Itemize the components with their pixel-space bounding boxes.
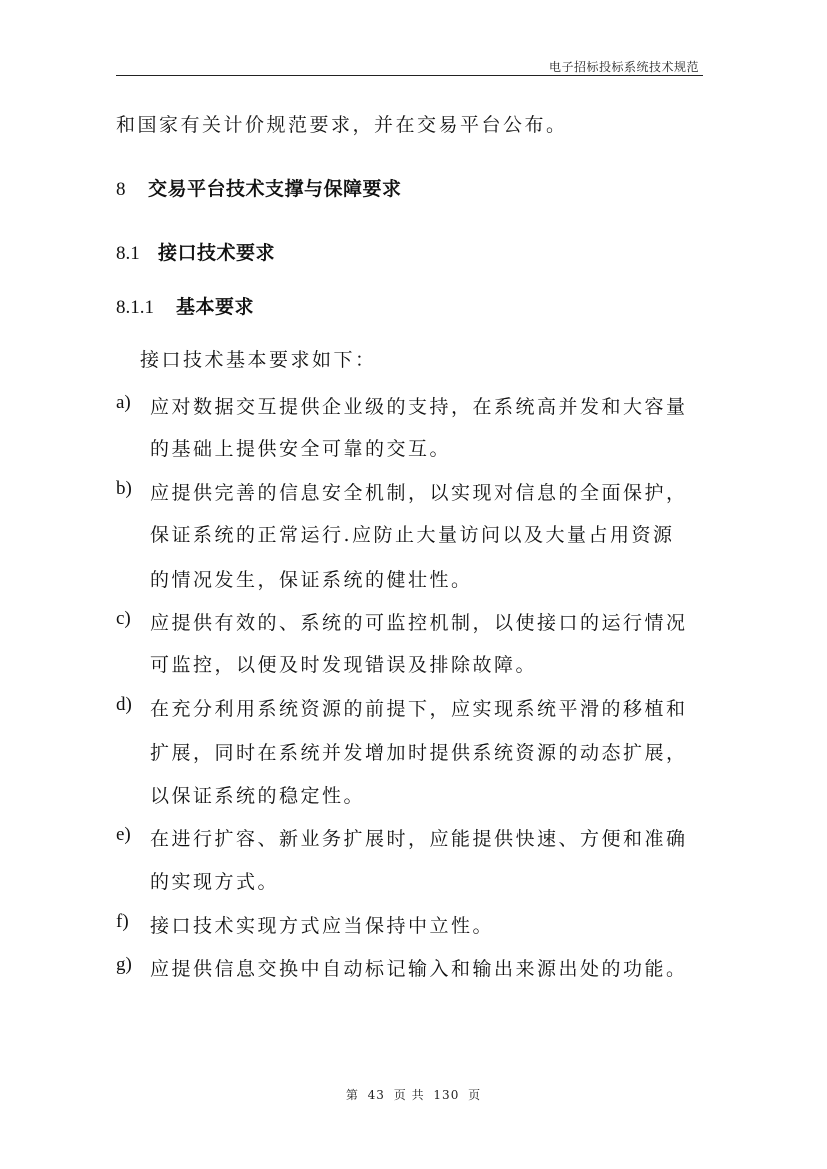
section-heading-8-1	[116, 238, 275, 265]
footer-page-number: 43	[367, 1088, 385, 1102]
item-line: 的基础上提供安全可靠的交互。	[150, 438, 452, 460]
lead-paragraph: 接口技术基本要求如下：	[140, 349, 377, 371]
footer-prefix: 第	[345, 1088, 359, 1102]
section-title: 基本要求	[176, 296, 255, 318]
item-line: 在进行扩容、新业务扩展时，应能提供快速、方便和准确	[150, 828, 688, 850]
item-label: e)	[116, 824, 131, 845]
intro-line: 和国家有关计价规范要求，并在交易平台公布。	[116, 114, 568, 136]
item-line: 应提供信息交换中自动标记输入和输出来源出处的功能。	[150, 958, 688, 980]
item-line: 接口技术实现方式应当保持中立性。	[150, 915, 495, 937]
item-label: d)	[116, 694, 132, 715]
item-label: b)	[116, 478, 132, 499]
footer-mid: 页 共	[393, 1088, 425, 1102]
page-footer	[0, 1086, 827, 1103]
section-heading-8-1-1	[116, 292, 254, 319]
item-line: 应对数据交互提供企业级的支持，在系统高并发和大容量	[150, 396, 688, 418]
item-line: 应提供完善的信息安全机制，以实现对信息的全面保护，	[150, 482, 688, 504]
item-line: 保证系统的正常运行.应防止大量访问以及大量占用资源	[150, 524, 675, 546]
item-line: 扩展，同时在系统并发增加时提供系统资源的动态扩展，	[150, 742, 688, 764]
item-line: 应提供有效的、系统的可监控机制，以使接口的运行情况	[150, 612, 688, 634]
item-line: 可监控，以便及时发现错误及排除故障。	[150, 654, 538, 676]
section-heading-8	[116, 174, 402, 201]
header-title: 电子招标投标系统技术规范	[548, 60, 699, 74]
section-number: 8.1.1	[116, 297, 154, 318]
item-label: c)	[116, 608, 131, 629]
item-line: 在充分利用系统资源的前提下，应实现系统平滑的移植和	[150, 698, 688, 720]
item-line: 以保证系统的稳定性。	[150, 785, 366, 807]
item-line: 的情况发生，保证系统的健壮性。	[150, 569, 473, 591]
item-label: a)	[116, 392, 131, 413]
footer-suffix: 页	[468, 1088, 482, 1102]
item-label: g)	[116, 954, 132, 975]
section-number: 8.1	[116, 243, 140, 264]
footer-total-pages: 130	[433, 1088, 460, 1102]
item-line: 的实现方式。	[150, 871, 280, 893]
section-number: 8	[116, 179, 126, 200]
item-label: f)	[116, 911, 129, 932]
section-title: 交易平台技术支撑与保障要求	[148, 178, 402, 200]
section-title: 接口技术要求	[158, 242, 276, 264]
header-divider	[116, 75, 703, 76]
